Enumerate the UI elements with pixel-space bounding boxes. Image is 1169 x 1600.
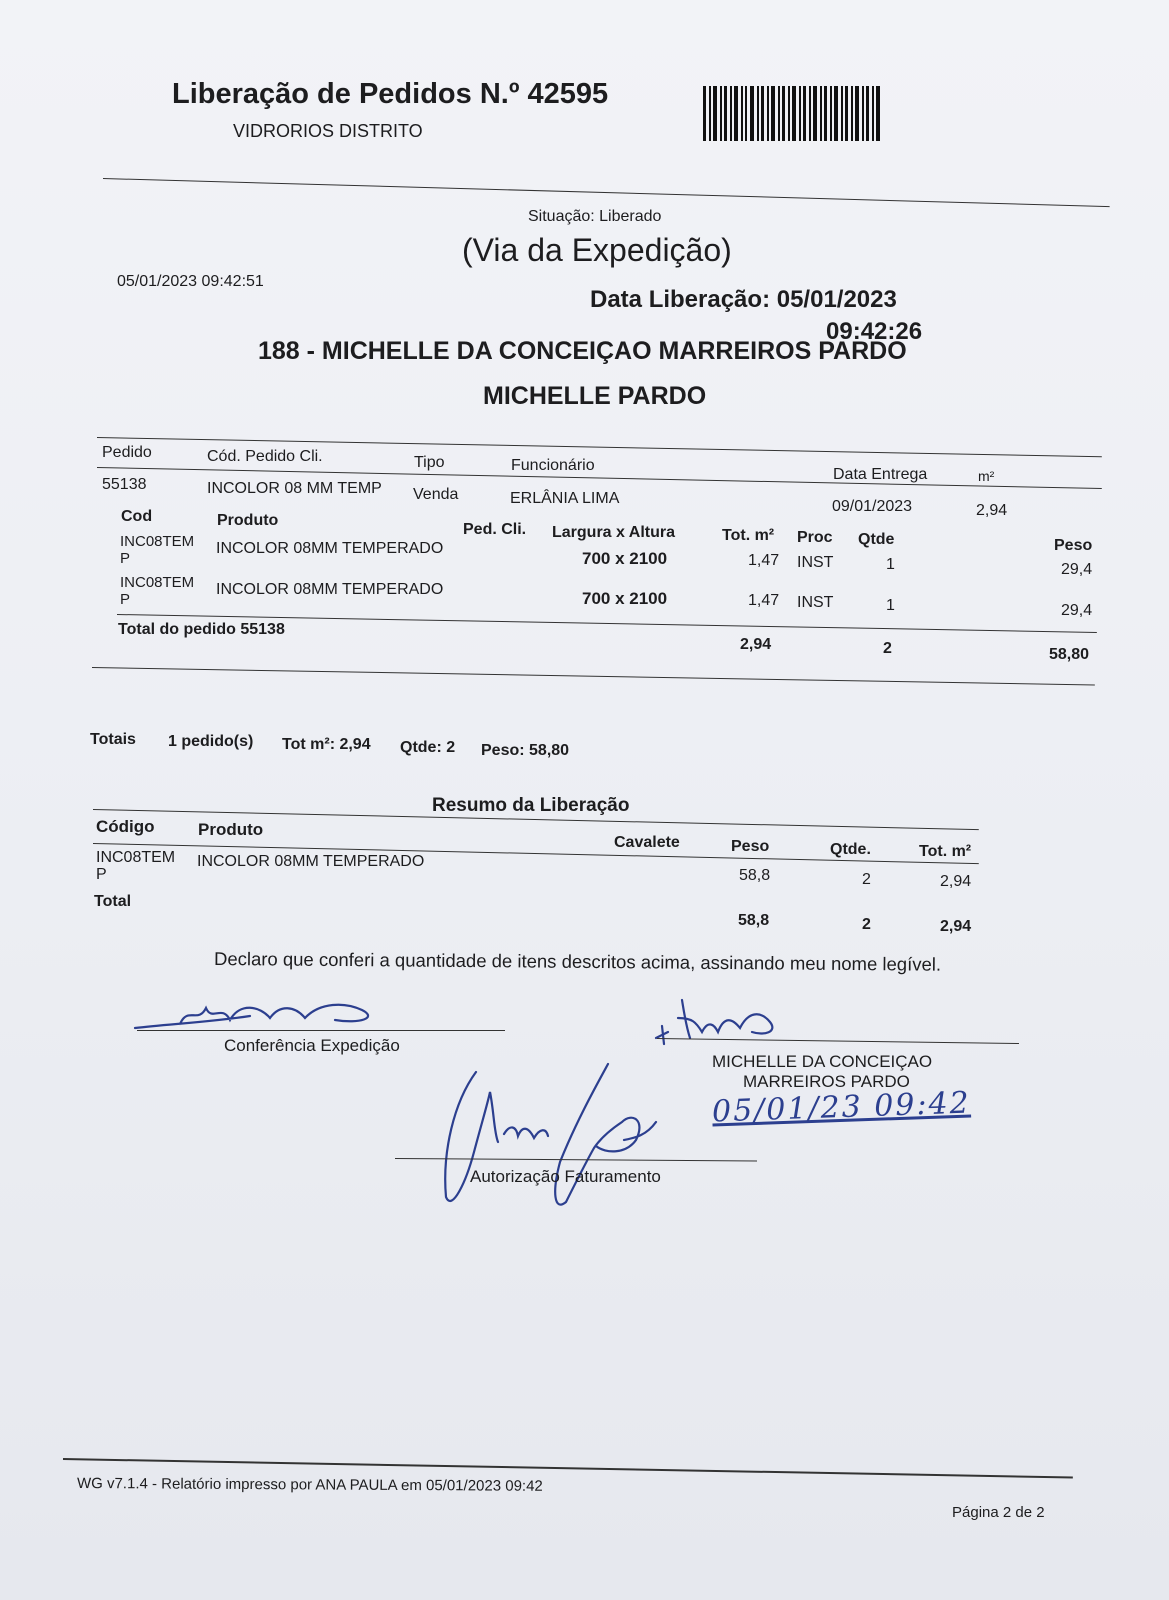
header-funcionario: Funcionário (511, 457, 595, 474)
order-total-qtde: 2 (883, 640, 892, 657)
barcode-icon (703, 86, 881, 141)
totais-pedidos: 1 pedido(s) (168, 733, 254, 750)
status-label: Situação: Liberado (528, 208, 662, 225)
header-pedido: Pedido (102, 444, 152, 461)
item-produto: INCOLOR 08MM TEMPERADO (216, 581, 444, 598)
header-data-entrega: Data Entrega (833, 466, 928, 483)
item-cod-line2: P (120, 591, 131, 608)
resumo-qtde: 2 (862, 871, 871, 888)
order-total-peso: 58,80 (1049, 646, 1090, 663)
resumo-total-tot-m2: 2,94 (940, 918, 972, 935)
totais-qtde: Qtde: 2 (400, 739, 456, 756)
resumo-header-peso: Peso (731, 838, 770, 855)
item-dimensions: 700 x 2100 (582, 549, 668, 568)
client-name: 188 - MICHELLE DA CONCEIÇAO MARREIROS PARDO (258, 337, 907, 365)
resumo-header-qtde: Qtde. (830, 841, 871, 858)
order-total-tot-m2: 2,94 (740, 636, 772, 653)
footer-page-number: Página 2 de 2 (952, 1504, 1045, 1521)
order-data-entrega: 09/01/2023 (832, 498, 913, 515)
item-header-cod: Cod (121, 508, 153, 525)
resumo-header-cavalete: Cavalete (614, 834, 680, 851)
resumo-header-codigo: Código (96, 817, 155, 836)
item-proc: INST (797, 594, 834, 611)
header-tipo: Tipo (414, 454, 445, 471)
item-cod (120, 533, 194, 567)
resumo-total-qtde: 2 (862, 916, 871, 933)
item-cod-line2: P (120, 550, 131, 567)
company-name: VIDRORIOS DISTRITO (233, 121, 423, 141)
signature-autorizacao-icon (436, 1062, 676, 1212)
item-header-proc: Proc (797, 529, 833, 546)
resumo-header-produto: Produto (198, 820, 264, 839)
header-m2: m² (978, 468, 995, 484)
header-cod-pedido-cli: Cód. Pedido Cli. (207, 448, 323, 465)
item-qtde: 1 (886, 597, 895, 614)
conferencia-label: Conferência Expedição (224, 1036, 400, 1055)
signature-conferencia-icon (130, 994, 400, 1034)
resumo-header-tot-m2: Tot. m² (919, 843, 972, 860)
item-header-qtde: Qtde (858, 531, 895, 548)
item-tot-m2: 1,47 (748, 552, 780, 569)
data-liberacao: Data Liberação: 05/01/2023 (590, 286, 897, 313)
item-proc: INST (797, 554, 834, 571)
item-header-largura-altura: Largura x Altura (552, 524, 675, 541)
resumo-peso: 58,8 (739, 867, 771, 884)
order-funcionario: ERLÂNIA LIMA (510, 490, 620, 507)
totais-tot-m2: Tot m²: 2,94 (282, 736, 371, 753)
order-m2: 2,94 (976, 502, 1008, 519)
data-liberacao-time: 09:42:26 (826, 318, 923, 345)
totais-label: Totais (90, 731, 136, 748)
resumo-cod (96, 849, 175, 883)
resumo-total-label: Total (94, 893, 132, 910)
item-header-produto: Produto (217, 512, 279, 529)
document-title: Liberação de Pedidos N.º 42595 (172, 78, 609, 110)
item-header-ped-cli: Ped. Cli. (463, 521, 527, 538)
order-tipo: Venda (413, 486, 459, 503)
handwritten-date: 05/01/23 09:42 (711, 1085, 972, 1130)
client-short-name: MICHELLE PARDO (483, 382, 707, 410)
signature-line-conferencia (137, 1030, 505, 1031)
order-pedido: 55138 (102, 476, 147, 493)
item-header-tot-m2: Tot. m² (722, 527, 775, 544)
item-header-peso: Peso (1054, 537, 1093, 554)
footer-printed-by: WG v7.1.4 - Relatório impresso por ANA PAULA em 05/01/2023 09:42 (76, 1475, 543, 1495)
print-datetime: 05/01/2023 09:42:51 (117, 273, 264, 290)
resumo-cod-line2: P (96, 866, 107, 883)
header-divider (103, 178, 1110, 207)
signature-client-icon (652, 992, 812, 1050)
via-label: (Via da Expedição) (462, 232, 732, 268)
order-total-label: Total do pedido 55138 (118, 621, 285, 638)
resumo-title: Resumo da Liberação (432, 795, 630, 816)
resumo-cod-line1: INC08TEM (96, 849, 176, 866)
item-cod-line1: INC08TEM (120, 533, 195, 550)
item-peso: 29,4 (1061, 561, 1093, 578)
autorizacao-label: Autorização Faturamento (470, 1167, 661, 1186)
order-bottom-line (92, 667, 1095, 686)
item-peso: 29,4 (1061, 602, 1093, 619)
resumo-total-peso: 58,8 (738, 912, 770, 929)
item-dimensions: 700 x 2100 (582, 589, 668, 608)
item-tot-m2: 1,47 (748, 592, 780, 609)
client-sign-line1: MICHELLE DA CONCEIÇAO (712, 1052, 933, 1071)
declaration-text: Declaro que conferi a quantidade de itens descritos acima, assinando meu nome legível. (213, 948, 942, 975)
item-cod (120, 574, 194, 608)
client-sign-line2: MARREIROS PARDO (743, 1072, 910, 1091)
order-cod-pedido-cli: INCOLOR 08 MM TEMP (207, 480, 382, 497)
item-produto: INCOLOR 08MM TEMPERADO (216, 540, 444, 557)
resumo-produto: INCOLOR 08MM TEMPERADO (197, 853, 425, 870)
totais-peso: Peso: 58,80 (481, 742, 570, 759)
resumo-tot-m2: 2,94 (940, 873, 972, 890)
item-cod-line1: INC08TEM (120, 574, 195, 591)
item-qtde: 1 (886, 556, 895, 573)
